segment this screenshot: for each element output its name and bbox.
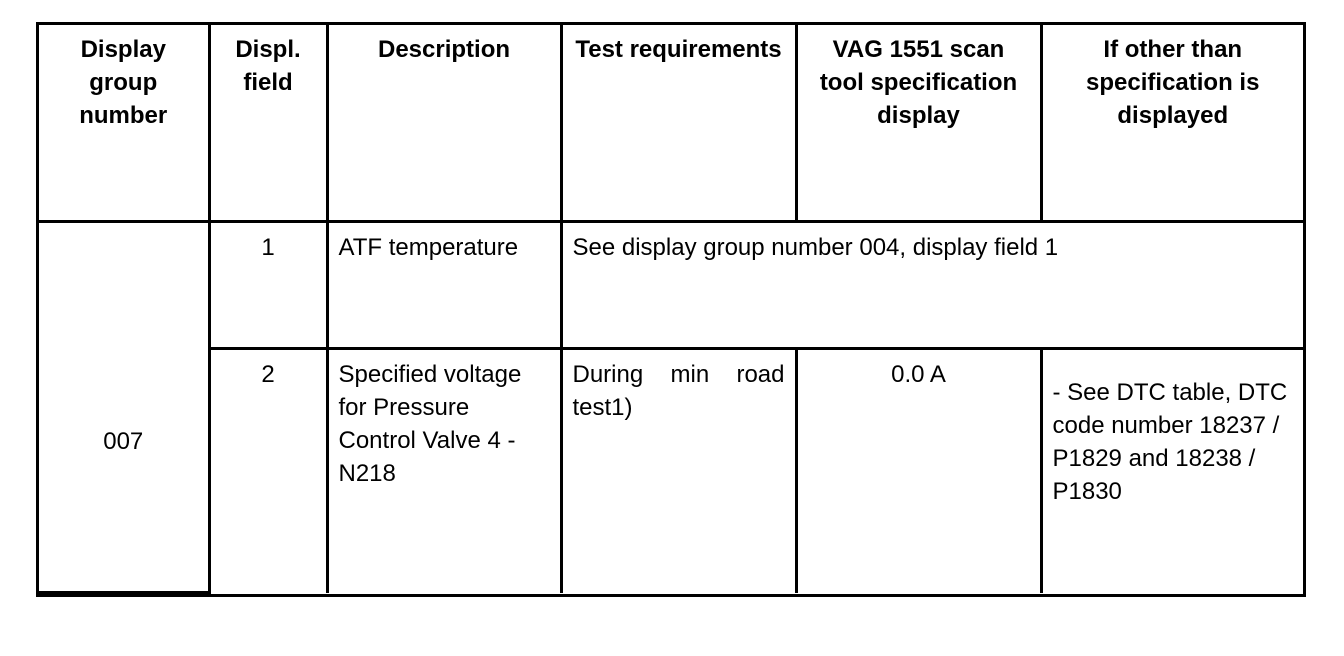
group-number-cell: 007: [39, 221, 209, 593]
header-displ-field: Displ. field: [209, 25, 327, 221]
description-cell: Specified voltage for Pressure Control Valve 4 - N218: [327, 348, 561, 593]
merged-note-cell: See display group number 004, display field 1: [561, 221, 1303, 348]
description-cell: ATF temperature: [327, 221, 561, 348]
field-cell: 1: [209, 221, 327, 348]
header-spec-display: VAG 1551 scan tool specification display: [796, 25, 1041, 221]
test-requirements-cell: During min road test1): [561, 348, 796, 593]
field-cell: 2: [209, 348, 327, 593]
display-group-table-grid: [39, 25, 1303, 594]
spec-display-cell: 0.0 A: [796, 348, 1041, 593]
if-other-cell: - See DTC table, DTC code number 18237 / P1829 and 18238 / P1830: [1041, 348, 1303, 593]
display-group-table: [36, 22, 1306, 597]
table-header-row: [39, 25, 1303, 221]
table-row: [39, 221, 1303, 348]
table-row: [39, 348, 1303, 593]
header-test-requirements: Test requirements: [561, 25, 796, 221]
header-description: Description: [327, 25, 561, 221]
header-if-other: If other than specification is displayed: [1041, 25, 1303, 221]
header-display-group-number: Display group number: [39, 25, 209, 221]
